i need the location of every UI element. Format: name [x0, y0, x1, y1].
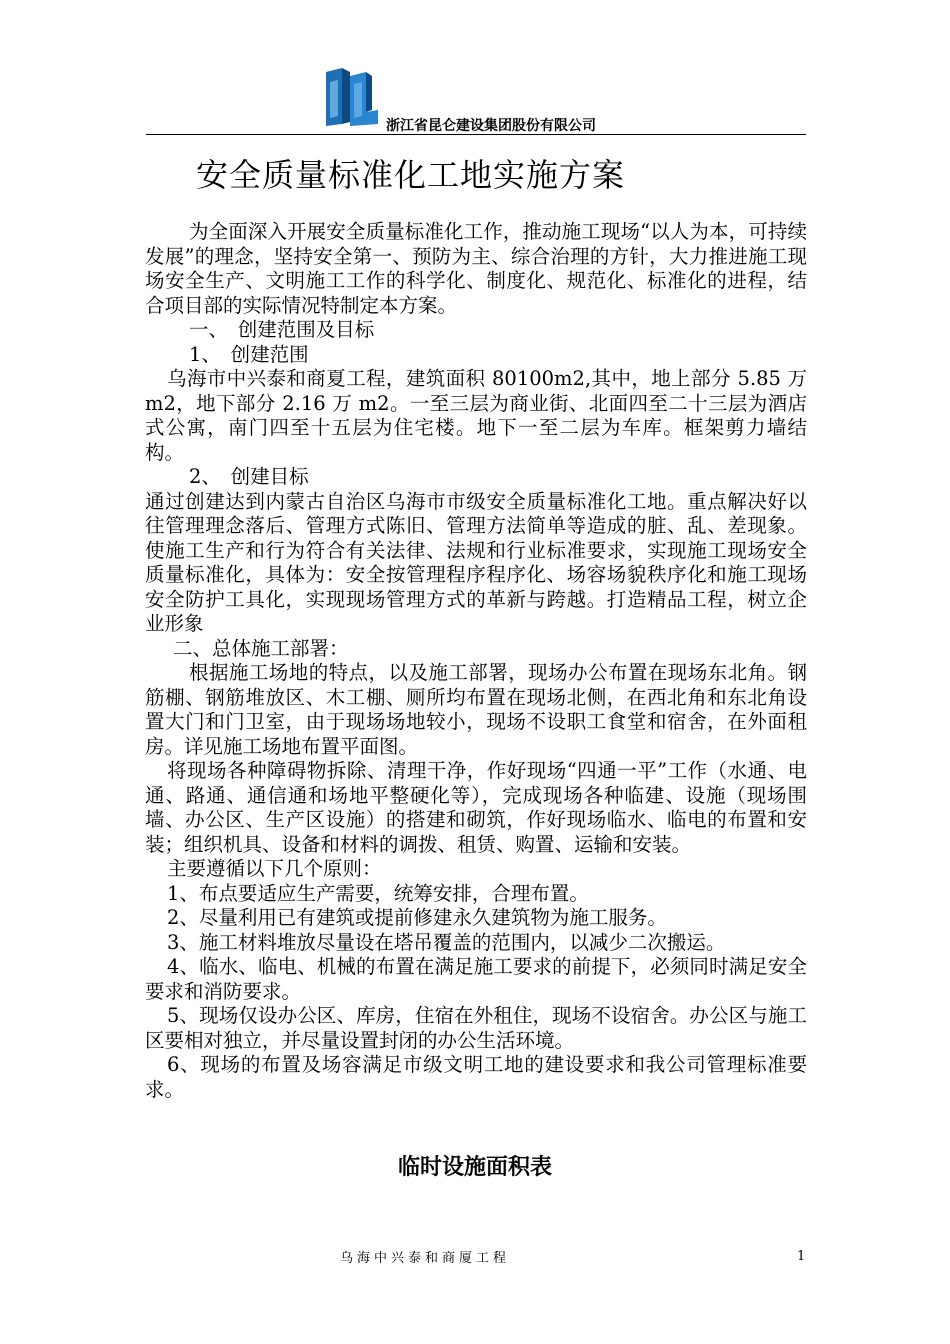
paragraph-principles: 主要遵循以下几个原则：: [167, 857, 382, 880]
principle-item: 4、临水、临电、机械的布置在满足施工要求的前提下，必须同时满足安全要求和消防要求。: [145, 955, 807, 1003]
kunlun-logo-icon: [320, 66, 382, 128]
principle-item: 5、现场仅设办公区、库房，住宿在外租住，现场不设宿舍。办公区与施工区要相对独立，并尽量设置封闭的办公生活环境。: [145, 1004, 807, 1052]
paragraph-layout: 根据施工场地的特点，以及施工部署，现场办公布置在现场东北角。钢筋棚、钢筋堆放区、木工棚、厕所均布置在现场北侧，在西北角和东北角设置大门和门卫室，由于现场场地较小，现场不设职工食堂和宿舍，在外面租房。详见施工场地布置平面图。: [145, 661, 807, 758]
paragraph-goal: 通过创建达到内蒙古自治区乌海市市级安全质量标准化工地。重点解决好以往管理理念落后、管理方式陈旧、管理方法简单等造成的脏、乱、差现象。使施工生产和行为符合有关法律、法规和行业标准要求，实现施工现场安全质量标准化，具体为：安全按管理程序程序化、场容场貌秩序化和施工现场安全防护工具化，实现现场管理方式的革新与跨越。打造精品工程，树立企业形象: [145, 489, 807, 635]
footer-project: 乌海中兴泰和商厦工程: [340, 1251, 511, 1266]
heading-goal: 2、 创建目标: [189, 465, 309, 488]
principle-item: 2、尽量利用已有建筑或提前修建永久建筑物为施工服务。: [167, 906, 667, 929]
paragraph-intro: 为全面深入开展安全质量标准化工作，推动施工现场“以人为本，可持续发展”的理念，坚持安全第一、预防为主、综合治理的方针，大力推进施工现场安全生产、文明施工工作的科学化、制度化、规范化、标准化的进程，结合项目部的实际情况特制定本方案。: [145, 220, 807, 317]
paragraph-site-prep: 将现场各种障碍物拆除、清理干净，作好现场“四通一平”工作（水通、电通、路通、通信通和场地平整硬化等），完成现场各种临建、设施（现场围墙、办公区、生产区设施）的搭建和砌筑，作好现场临水、临电的布置和安装；组织机具、设备和材料的调拨、租赁、购置、运输和安装。: [145, 759, 807, 856]
principle-item: 6、现场的布置及场容满足市级文明工地的建设要求和我公司管理标准要求。: [145, 1053, 807, 1101]
heading-section-1: 一、 创建范围及目标: [189, 318, 375, 341]
principle-item: 3、施工材料堆放尽量设在塔吊覆盖的范围内，以减少二次搬运。: [167, 930, 726, 954]
page-header: [146, 66, 806, 138]
principle-item: 1、布点要适应生产需要，统筹安排，合理布置。: [167, 881, 589, 905]
page-number: 1: [797, 1249, 806, 1264]
table-title: 临时设施面积表: [397, 1155, 552, 1180]
heading-section-2: 二、总体施工部署：: [173, 636, 349, 660]
document-body: [145, 220, 807, 1102]
paragraph-scope: 乌海市中兴泰和商夏工程，建筑面积 80100m2,其中，地上部分 5.85 万 m2，地下部分 2.16 万 m2。一至三层为商业街、北面四至二十三层为酒店式公寓，南门四至十五层为住宅楼。地下一至二层为车库。框架剪力墙结构。: [145, 367, 807, 464]
heading-scope: 1、 创建范围: [189, 342, 309, 366]
document-title: 安全质量标准化工地实施方案: [196, 156, 626, 194]
company-name: 浙江省昆仑建设集团股份有限公司: [386, 118, 596, 134]
header-rule: [146, 134, 806, 135]
